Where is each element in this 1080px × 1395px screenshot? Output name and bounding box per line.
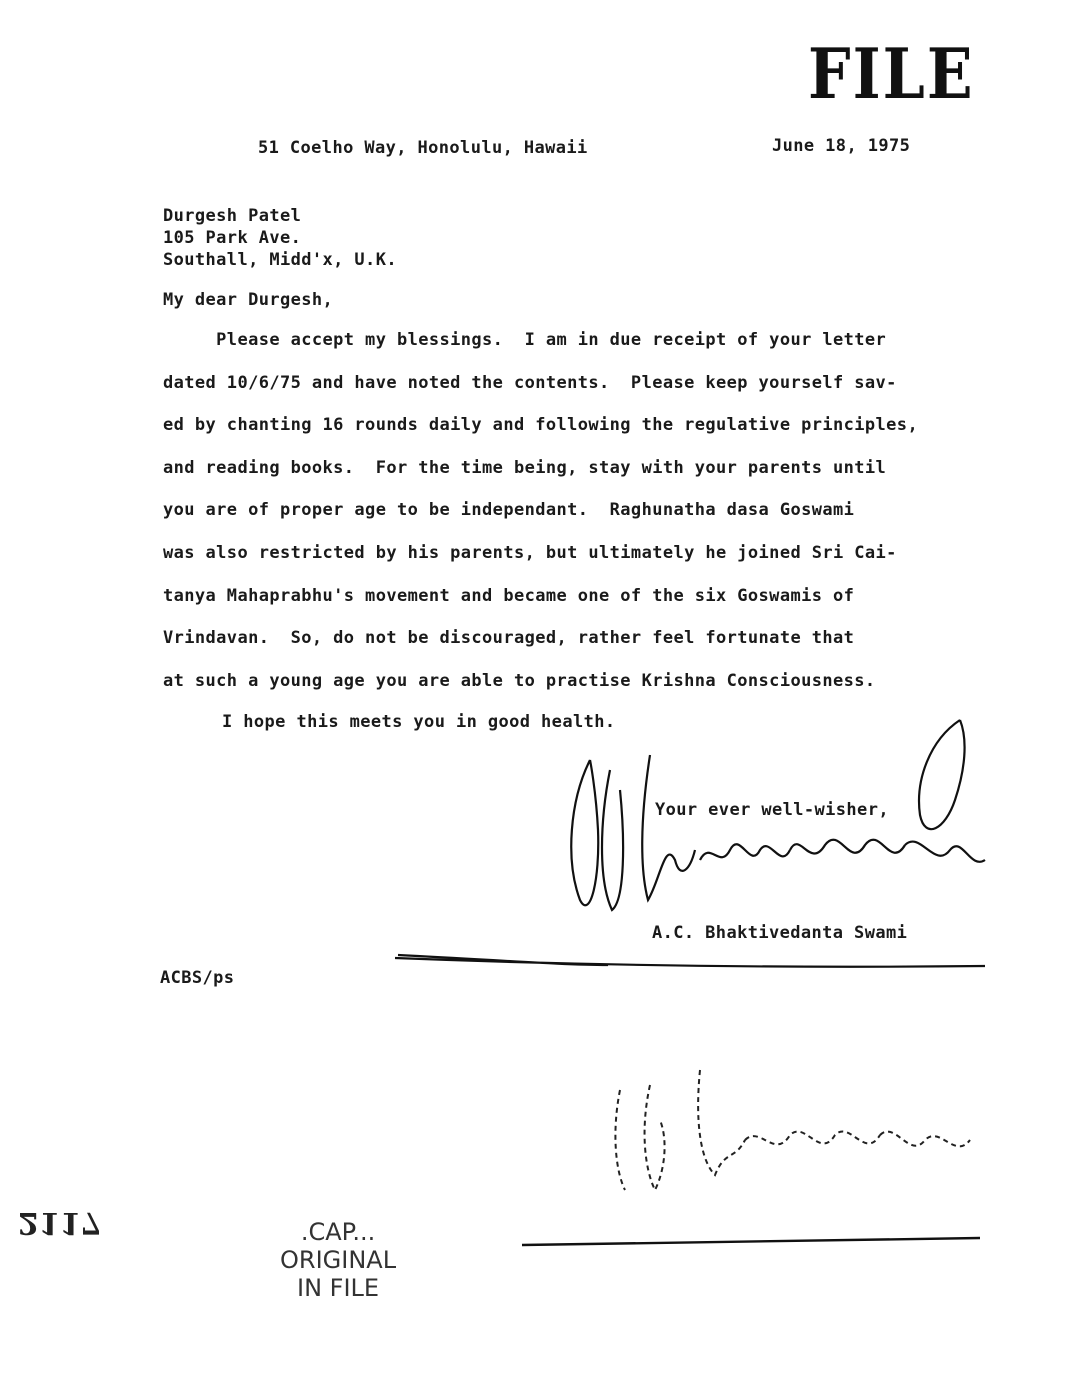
body-line: dated 10/6/75 and have noted the contents. Please keep yourself sav-	[163, 372, 897, 393]
body-line: ed by chanting 16 rounds daily and following the regulative principles,	[163, 415, 919, 436]
recipient-street: 105 Park Ave.	[163, 228, 302, 248]
sender-address: 51 Coelho Way, Honolulu, Hawaii	[258, 138, 588, 158]
file-stamp: FILE	[808, 34, 975, 116]
typist-initials: ACBS/ps	[160, 968, 235, 988]
lower-signature-line	[522, 1238, 980, 1245]
original-in-file-stamp	[280, 1218, 396, 1302]
valediction: Your ever well-wisher,	[655, 800, 889, 820]
letter-date: June 18, 1975	[772, 136, 911, 156]
body-line: tanya Mahaprabhu's movement and became one of the six Goswamis of	[163, 585, 855, 606]
stamp-line-top: .CAP...	[300, 1218, 376, 1246]
body-line: was also restricted by his parents, but ultimately he joined Sri Cai-	[163, 543, 897, 563]
lower-signature	[615, 1070, 970, 1190]
closing-line: I hope this meets you in good health.	[222, 712, 616, 732]
recipient-name: Durgesh Patel	[163, 206, 302, 226]
body-line: Vrindavan. So, do not be discouraged, rather feel fortunate that	[163, 628, 855, 649]
salutation: My dear Durgesh,	[163, 290, 334, 310]
body-line: you are of proper age to be independant. Raghunatha dasa Goswami	[163, 500, 855, 521]
corner-mark: 2117	[18, 1205, 102, 1240]
stamp-line-mid: ORIGINAL	[280, 1246, 397, 1274]
signatory-name: A.C. Bhaktivedanta Swami	[652, 923, 908, 943]
body-line: Please accept my blessings. I am in due receipt of your letter	[163, 330, 887, 350]
body-line: and reading books. For the time being, stay with your parents until	[163, 457, 887, 478]
body-line: at such a young age you are able to practise Krishna Consciousness.	[163, 670, 876, 691]
stamp-line-bottom: IN FILE	[296, 1274, 380, 1302]
recipient-city: Southall, Midd'x, U.K.	[163, 250, 397, 270]
